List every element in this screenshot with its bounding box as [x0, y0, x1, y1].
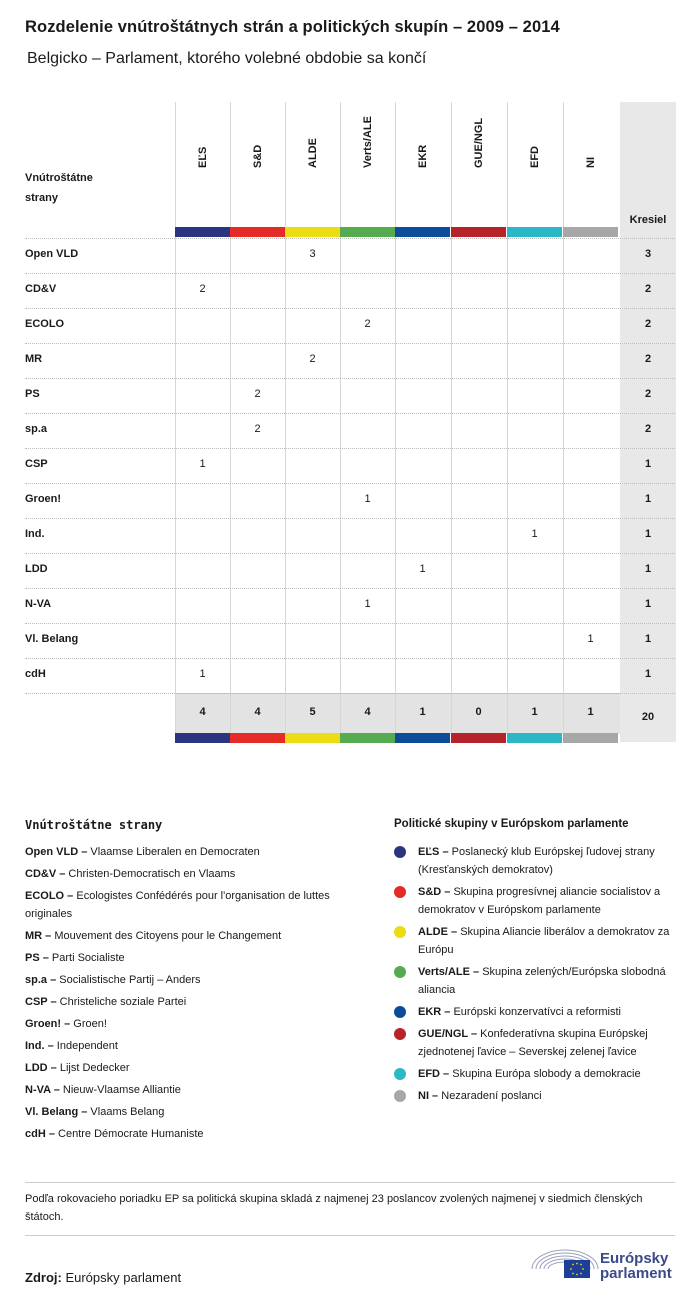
seat-total-cell: 3 — [644, 248, 652, 260]
party-legend-item — [25, 971, 345, 989]
seat-total-cell: 1 — [644, 633, 652, 645]
group-column — [451, 102, 508, 742]
group-legend-item — [418, 923, 680, 959]
group-color-bar — [175, 733, 230, 743]
seat-cell: 1 — [587, 633, 594, 645]
party-label: sp.a — [25, 423, 48, 435]
group-header: EKR — [417, 144, 429, 168]
group-color-bar — [230, 733, 285, 743]
row-divider — [25, 658, 675, 659]
seat-cell: 1 — [364, 493, 371, 505]
party-abbreviation: CD&V – — [25, 868, 66, 880]
party-abbreviation: Groen! – — [25, 1018, 71, 1030]
party-abbreviation: Vl. Belang – — [25, 1106, 88, 1118]
seat-cell: 1 — [199, 458, 206, 470]
grand-total-cell: 20 — [641, 711, 655, 723]
group-column — [340, 102, 397, 742]
party-legend-item — [25, 887, 345, 923]
party-label: MR — [25, 353, 43, 365]
party-full-name: Vlaams Belang — [90, 1106, 165, 1118]
seat-total-cell: 2 — [644, 318, 652, 330]
party-abbreviation: LDD – — [25, 1062, 57, 1074]
row-divider — [25, 378, 675, 379]
party-legend-title: Vnútroštátne strany — [25, 818, 163, 832]
group-color-dot — [394, 846, 406, 858]
party-abbreviation: Ind. – — [25, 1040, 54, 1052]
seat-total-cell: 1 — [644, 563, 652, 575]
group-header: ALDE — [307, 138, 319, 168]
party-label: PS — [25, 388, 40, 400]
party-abbreviation: Open VLD – — [25, 846, 88, 858]
group-column — [285, 102, 342, 742]
party-full-name: Christen-Democratisch en Vlaams — [68, 868, 236, 880]
group-abbreviation: S&D – — [418, 886, 451, 898]
group-legend-item — [418, 1087, 680, 1105]
group-column — [230, 102, 287, 742]
party-full-name: Centre Démocrate Humaniste — [58, 1128, 204, 1140]
group-abbreviation: EFD – — [418, 1068, 450, 1080]
row-divider — [25, 553, 675, 554]
group-total-cell: 4 — [254, 706, 261, 718]
group-total-cell: 1 — [419, 706, 426, 718]
group-total-cell: 5 — [309, 706, 316, 718]
party-label: Ind. — [25, 528, 45, 540]
seat-cell: 1 — [419, 563, 426, 575]
party-abbreviation: CSP – — [25, 996, 57, 1008]
group-color-bar — [395, 227, 450, 237]
party-label: LDD — [25, 563, 48, 575]
row-divider — [25, 693, 675, 694]
party-full-name: Mouvement des Citoyens pour le Changement — [54, 930, 282, 942]
group-full-name: Konfederatívna skupina Európskej zjednotenej ľavice – Severskej zelenej ľavice — [418, 1028, 648, 1058]
group-full-name: Skupina Európa slobody a demokracie — [452, 1068, 641, 1080]
party-legend-item — [25, 949, 345, 967]
page-subtitle: Belgicko – Parlament, ktorého volebné obdobie sa končí — [27, 50, 427, 67]
group-full-name: Skupina progresívnej aliancie socialistov a demokratov v Európskom parlamente — [418, 886, 661, 916]
group-legend-item — [418, 1065, 680, 1083]
source-label: Zdroj: — [25, 1270, 62, 1285]
group-color-bar — [563, 733, 618, 743]
seat-cell: 2 — [364, 318, 371, 330]
group-header: NI — [585, 157, 597, 168]
party-full-name: Nieuw-Vlaamse Alliantie — [62, 1084, 181, 1096]
party-full-name: Independent — [56, 1040, 118, 1052]
row-divider — [25, 448, 675, 449]
group-color-bar — [340, 733, 395, 743]
group-header: EFD — [529, 146, 541, 168]
group-full-name: Poslanecký klub Európskej ľudovej strany (Kresťanských demokratov) — [418, 846, 655, 876]
group-legend-item — [418, 1003, 680, 1021]
seat-total-cell: 1 — [644, 528, 652, 540]
group-header: EĽS — [197, 146, 209, 168]
party-abbreviation: cdH – — [25, 1128, 55, 1140]
group-color-dot — [394, 1090, 406, 1102]
group-column — [395, 102, 452, 742]
party-full-name: Ecologistes Confédérés pour l'organisation de luttes originales — [25, 890, 330, 920]
seat-cell: 3 — [309, 248, 316, 260]
group-abbreviation: Verts/ALE – — [418, 966, 480, 978]
group-abbreviation: NI – — [418, 1090, 439, 1102]
row-divider — [25, 238, 675, 239]
group-full-name: Európski konzervatívci a reformisti — [453, 1006, 621, 1018]
party-legend-item — [25, 1015, 345, 1033]
group-color-bar — [451, 733, 506, 743]
group-color-dot — [394, 926, 406, 938]
row-divider — [25, 308, 675, 309]
divider — [25, 1235, 675, 1236]
group-abbreviation: GUE/NGL – — [418, 1028, 478, 1040]
group-color-bar — [563, 227, 618, 237]
party-label: N-VA — [25, 598, 52, 610]
group-color-bar — [507, 227, 562, 237]
group-color-bar — [340, 227, 395, 237]
group-color-dot — [394, 1068, 406, 1080]
party-full-name: Parti Socialiste — [51, 952, 125, 964]
party-legend-item — [25, 1081, 345, 1099]
row-divider — [25, 483, 675, 484]
row-divider — [25, 518, 675, 519]
party-legend-item — [25, 927, 345, 945]
seat-cell: 1 — [364, 598, 371, 610]
group-total-cell: 4 — [199, 706, 206, 718]
divider — [25, 1182, 675, 1183]
seat-total-cell: 1 — [644, 493, 652, 505]
seat-total-cell: 1 — [644, 458, 652, 470]
row-header: Vnútroštátne strany — [25, 172, 93, 204]
group-full-name: Skupina Aliancie liberálov a demokratov za Európu — [418, 926, 670, 956]
party-legend-item — [25, 1125, 345, 1143]
party-label: Vl. Belang — [25, 633, 79, 645]
party-abbreviation: sp.a – — [25, 974, 57, 986]
party-legend-item — [25, 843, 345, 861]
group-header: GUE/NGL — [473, 117, 485, 168]
seat-total-cell: 2 — [644, 283, 652, 295]
group-header: Verts/ALE — [362, 116, 374, 168]
seat-cell: 2 — [199, 283, 206, 295]
seat-cell: 2 — [254, 388, 261, 400]
seat-total-cell: 1 — [644, 668, 652, 680]
row-divider — [25, 273, 675, 274]
group-color-bar — [285, 733, 340, 743]
group-legend-item — [418, 843, 680, 879]
group-color-dot — [394, 966, 406, 978]
seat-total-cell: 2 — [644, 423, 652, 435]
party-legend-item — [25, 1037, 345, 1055]
party-full-name: Socialistische Partij – Anders — [59, 974, 201, 986]
group-legend-title: Politické skupiny v Európskom parlamente — [394, 818, 629, 830]
party-legend-item — [25, 1103, 345, 1121]
page-title: Rozdelenie vnútroštátnych strán a politických skupín – 2009 – 2014 — [25, 18, 560, 36]
group-color-dot — [394, 1028, 406, 1040]
party-label: cdH — [25, 668, 46, 680]
group-column — [507, 102, 564, 742]
seat-total-cell: 2 — [644, 353, 652, 365]
group-legend-item — [418, 963, 680, 999]
group-abbreviation: EKR – — [418, 1006, 451, 1018]
group-color-bar — [395, 733, 450, 743]
seat-total-cell: 2 — [644, 388, 652, 400]
group-legend-item — [418, 883, 680, 919]
group-total-cell: 1 — [531, 706, 538, 718]
party-abbreviation: ECOLO – — [25, 890, 74, 902]
seats-column-background — [620, 102, 676, 742]
party-abbreviation: PS – — [25, 952, 49, 964]
seats-header: Kresiel — [629, 214, 667, 226]
logo-line-1: Európsky — [600, 1250, 669, 1267]
logo-line-2: parlament — [600, 1265, 672, 1282]
group-color-bar — [507, 733, 562, 743]
party-legend-item — [25, 1059, 345, 1077]
seat-cell: 1 — [199, 668, 206, 680]
group-color-bar — [175, 227, 230, 237]
party-label: CSP — [25, 458, 48, 470]
party-label: Groen! — [25, 493, 62, 505]
party-label: CD&V — [25, 283, 57, 295]
group-total-cell: 1 — [587, 706, 594, 718]
row-divider — [25, 413, 675, 414]
group-column — [175, 102, 232, 742]
party-full-name: Groen! — [73, 1018, 107, 1030]
group-abbreviation: EĽS – — [418, 846, 449, 858]
source — [25, 1270, 181, 1285]
party-full-name: Lijst Dedecker — [59, 1062, 130, 1074]
group-total-cell: 0 — [475, 706, 482, 718]
party-legend-item — [25, 993, 345, 1011]
group-legend-item — [418, 1025, 680, 1061]
row-divider — [25, 623, 675, 624]
group-color-dot — [394, 1006, 406, 1018]
seat-total-cell: 1 — [644, 598, 652, 610]
group-color-bar — [285, 227, 340, 237]
row-divider — [25, 343, 675, 344]
group-total-cell: 4 — [364, 706, 371, 718]
seat-cell: 2 — [254, 423, 261, 435]
footnote: Podľa rokovacieho poriadku EP sa politická skupina skladá z najmenej 23 poslancov zvolených najmenej v siedmich členských štátoch. — [25, 1193, 643, 1223]
source-value: Európsky parlament — [65, 1270, 182, 1285]
group-color-bar — [230, 227, 285, 237]
seat-cell: 1 — [531, 528, 538, 540]
group-abbreviation: ALDE – — [418, 926, 458, 938]
group-header: S&D — [252, 144, 264, 168]
party-label: Open VLD — [25, 248, 79, 260]
seat-cell: 2 — [309, 353, 316, 365]
party-full-name: Christeliche soziale Partei — [59, 996, 187, 1008]
row-divider — [25, 588, 675, 589]
party-abbreviation: N-VA – — [25, 1084, 60, 1096]
group-full-name: Nezaradení poslanci — [441, 1090, 542, 1102]
party-legend-item — [25, 865, 345, 883]
party-full-name: Vlaamse Liberalen en Democraten — [90, 846, 260, 858]
party-abbreviation: MR – — [25, 930, 52, 942]
party-label: ECOLO — [25, 318, 65, 330]
group-color-dot — [394, 886, 406, 898]
logo-text — [600, 1251, 672, 1281]
group-full-name: Skupina zelených/Európska slobodná aliancia — [418, 966, 666, 996]
group-color-bar — [451, 227, 506, 237]
group-column — [563, 102, 620, 742]
